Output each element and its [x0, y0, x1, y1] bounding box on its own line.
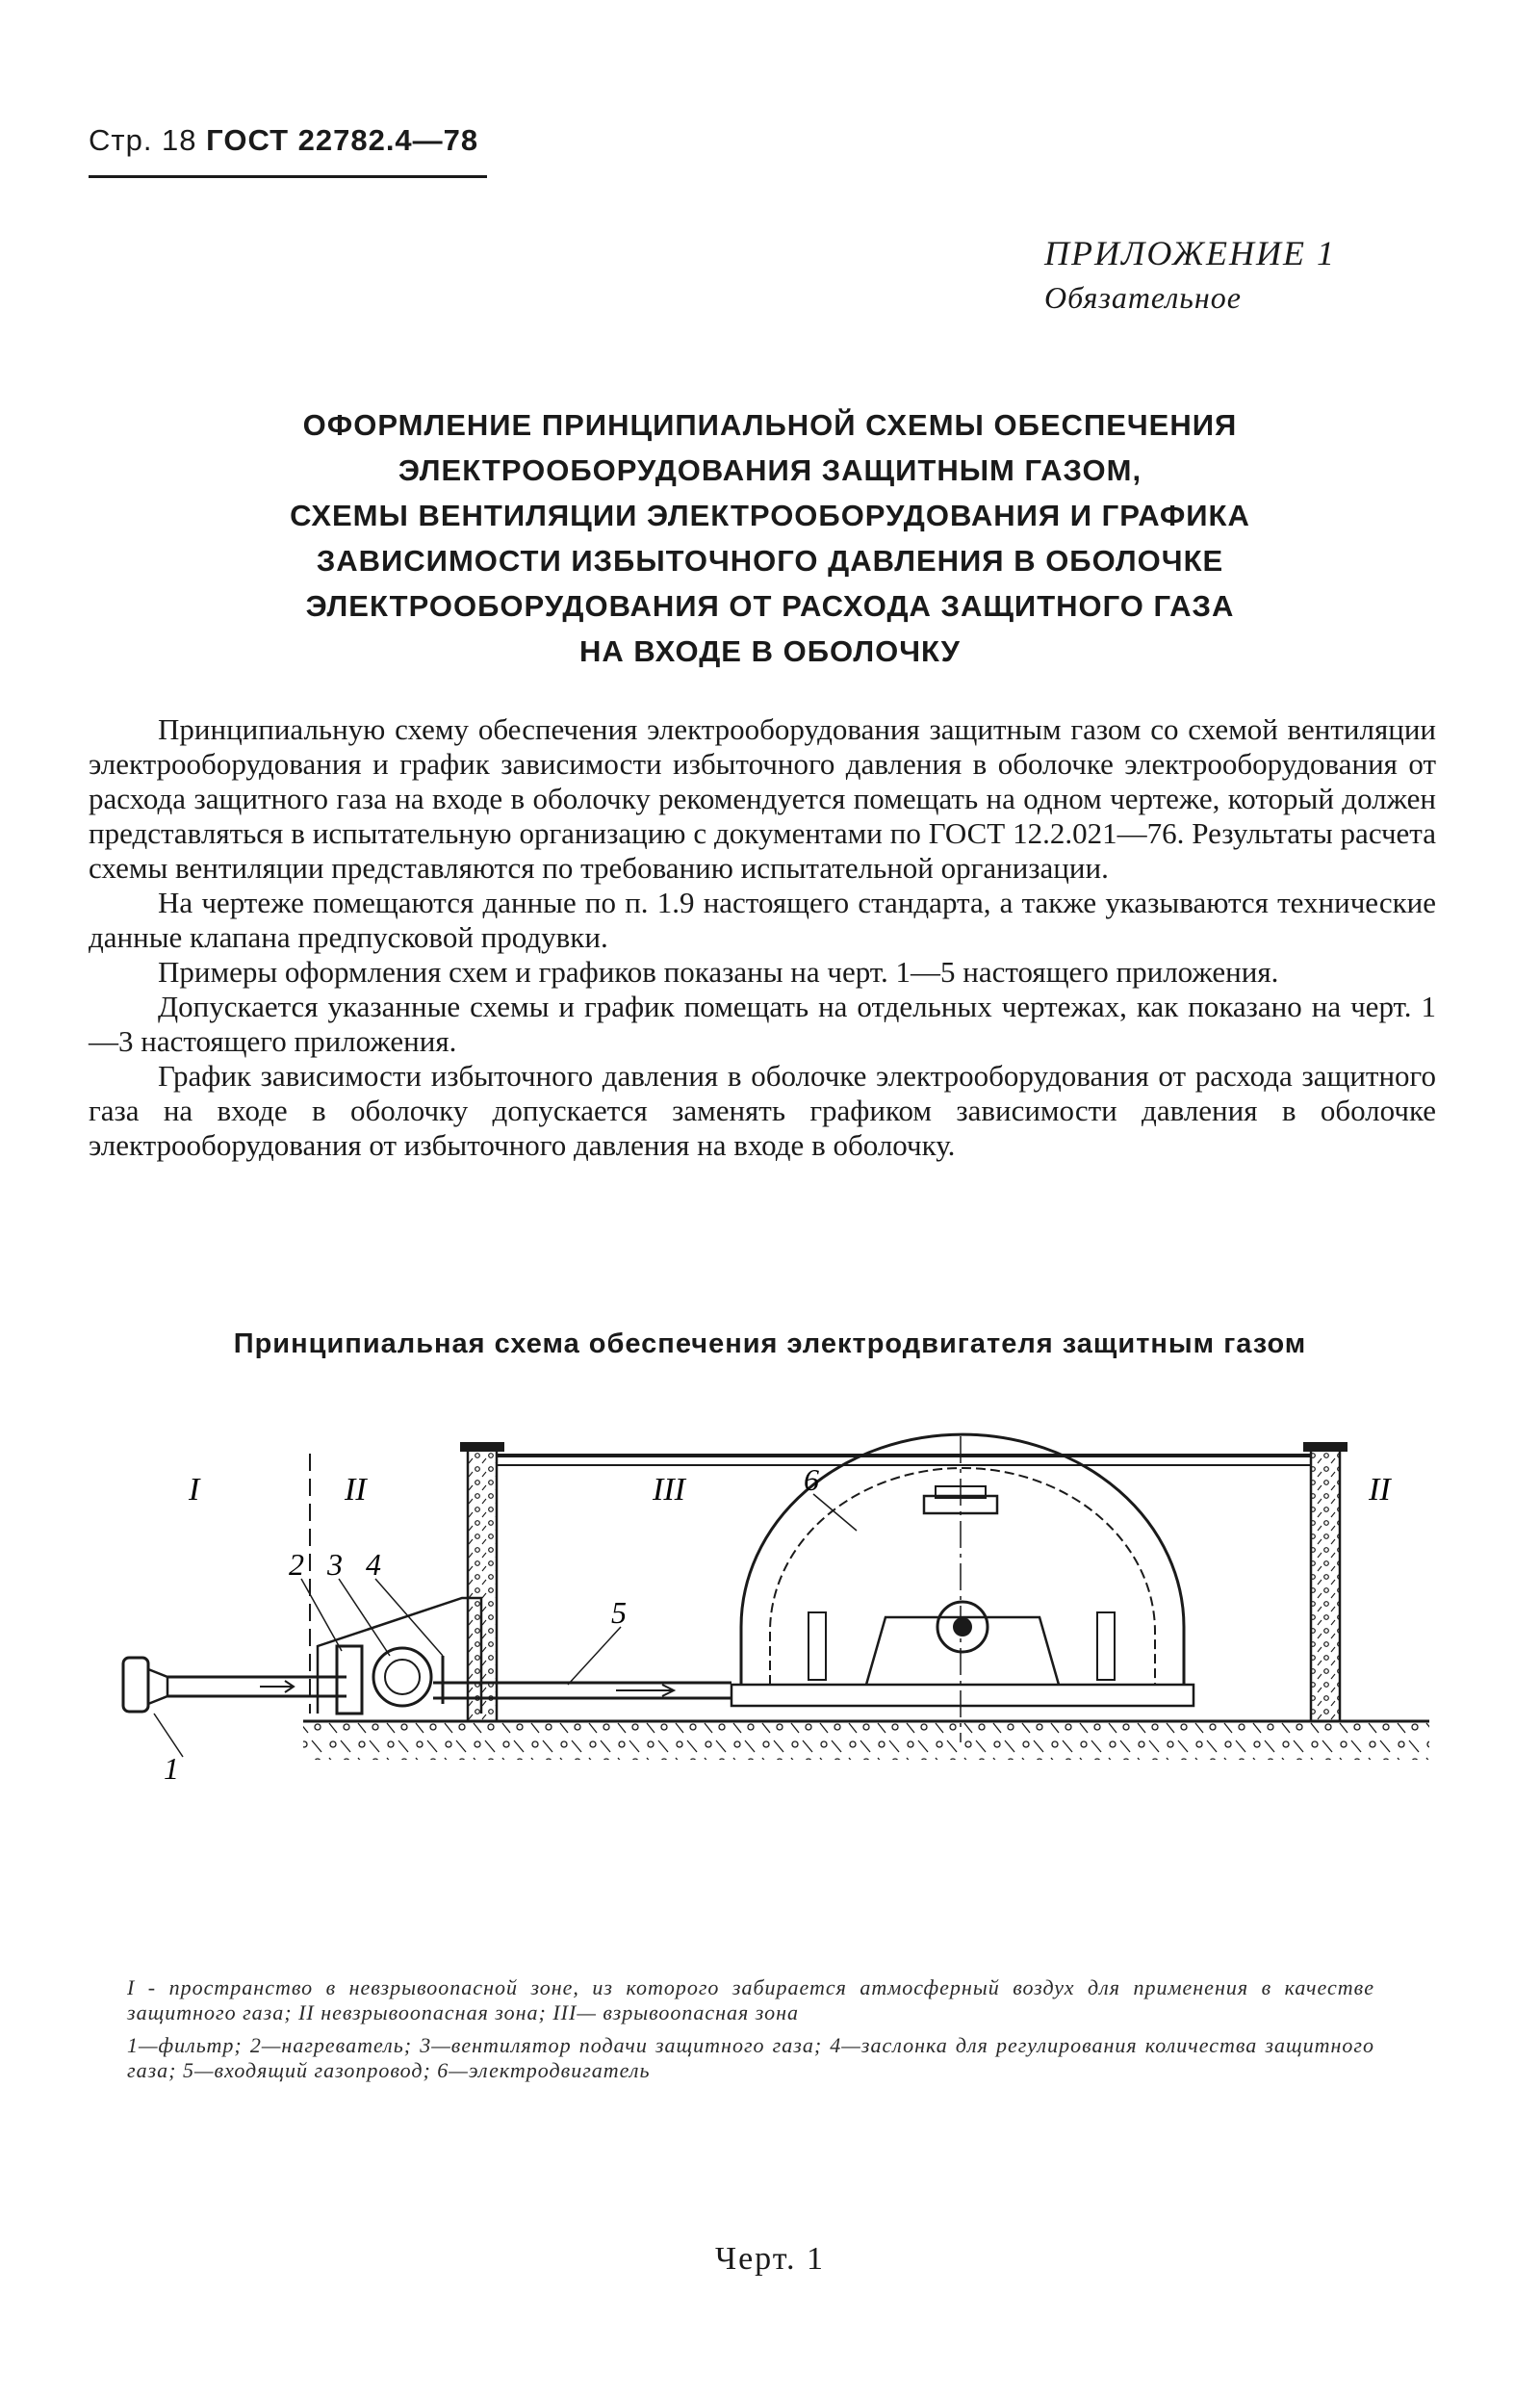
zone-label-II-right: II [1369, 1472, 1391, 1508]
right-wall [1311, 1444, 1340, 1721]
title-line: НА ВХОДЕ В ОБОЛОЧКУ [579, 634, 961, 668]
leader-line [375, 1579, 443, 1656]
paragraph: Допускается указанные схемы и график помещать на отдельных чертежах, как показано на черт. 1—3 настоящего приложения. [89, 990, 1436, 1058]
item-label-5: 5 [611, 1595, 627, 1630]
paragraph: Примеры оформления схем и графиков показаны на черт. 1—5 настоящего приложения. [158, 955, 1279, 989]
filter-neck [148, 1669, 167, 1704]
ground-hatch [303, 1721, 1429, 1760]
page-header [89, 123, 478, 158]
item-label-1: 1 [164, 1751, 179, 1786]
appendix-block [1044, 231, 1336, 320]
zone-label-III: III [653, 1472, 685, 1508]
fan [373, 1648, 431, 1706]
appendix-status: Обязательное [1044, 280, 1242, 315]
paragraph: На чертеже помещаются данные по п. 1.9 настоящего стандарта, а также указываются технические данные клапана предпусковой продувки. [89, 886, 1436, 954]
title-line: ЗАВИСИМОСТИ ИЗБЫТОЧНОГО ДАВЛЕНИЯ В ОБОЛОЧКЕ [316, 544, 1224, 578]
zone-label-II: II [345, 1472, 367, 1508]
document-title [154, 402, 1386, 674]
caption-zones: I - пространство в невзрывоопасной зоне, из которого забирается атмосферный воздух для применения в качестве защитного газа; II невзрывоопасная зона; III— взрывоопасная зона [127, 1975, 1374, 2024]
leader-line [568, 1627, 621, 1685]
supply-flow-arrow [616, 1685, 674, 1696]
appendix-title: ПРИЛОЖЕНИЕ 1 [1044, 234, 1336, 272]
leader-line [301, 1579, 342, 1651]
leader-line [813, 1494, 857, 1531]
figure-label: Черт. 1 [714, 2241, 826, 2277]
fan-inner [385, 1660, 420, 1694]
figure-title: Принципиальная схема обеспечения электродвигателя защитным газом [233, 1328, 1307, 1359]
item-label-6: 6 [804, 1462, 819, 1497]
left-wall-cap [460, 1442, 504, 1452]
heater [337, 1646, 362, 1714]
flow-arrow [260, 1681, 294, 1692]
motor-support-right [1097, 1612, 1115, 1680]
title-line: ЭЛЕКТРООБОРУДОВАНИЯ ОТ РАСХОДА ЗАЩИТНОГО ГАЗА [305, 589, 1235, 623]
caption-items: 1—фильтр; 2—нагреватель; 3—вентилятор подачи защитного газа; 4—заслонка для регулирования количества защитного газа; 5—входящий газопровод; 6—электродвигатель [127, 2033, 1374, 2082]
item-label-3: 3 [327, 1547, 343, 1582]
motor-shaft-core [953, 1617, 972, 1637]
leader-line [339, 1579, 390, 1656]
schematic-drawing [96, 1425, 1444, 1916]
figure-caption [127, 1975, 1374, 2091]
item-label-4: 4 [366, 1547, 381, 1582]
paragraph: Принципиальную схему обеспечения электрооборудования защитным газом со схемой вентиляции электрооборудования и график зависимости избыточного давления в оболочке электрооборудования от расхода защитного газа на входе в оболочку рекомендуется помещать на одном чертеже, который должен представляться в испытательную организацию с документами по ГОСТ 12.2.021—76. Результаты расчета схемы вентиляции представляются по требованию испытательной организации. [89, 712, 1436, 885]
title-line: ОФОРМЛЕНИЕ ПРИНЦИПИАЛЬНОЙ СХЕМЫ ОБЕСПЕЧЕНИЯ [302, 408, 1238, 442]
title-line: СХЕМЫ ВЕНТИЛЯЦИИ ЭЛЕКТРООБОРУДОВАНИЯ И ГРАФИКА [290, 499, 1250, 532]
body-text [89, 712, 1436, 1163]
standard-number: ГОСТ 22782.4—78 [206, 123, 479, 157]
paragraph: График зависимости избыточного давления в оболочке электрооборудования от расхода защитного газа на входе в оболочку допускается заменять графиком зависимости давления в оболочке электрооборудования от избыточного давления на входе в оболочку. [89, 1059, 1436, 1162]
motor-base [732, 1685, 1194, 1706]
filter [123, 1658, 148, 1712]
motor-support-left [808, 1612, 826, 1680]
zone-label-I: I [189, 1472, 200, 1508]
header-rule [89, 175, 487, 178]
page-number: Стр. 18 [89, 123, 197, 157]
right-wall-cap [1303, 1442, 1348, 1452]
item-label-2: 2 [289, 1547, 304, 1582]
title-line: ЭЛЕКТРООБОРУДОВАНИЯ ЗАЩИТНЫМ ГАЗОМ, [398, 453, 1142, 487]
